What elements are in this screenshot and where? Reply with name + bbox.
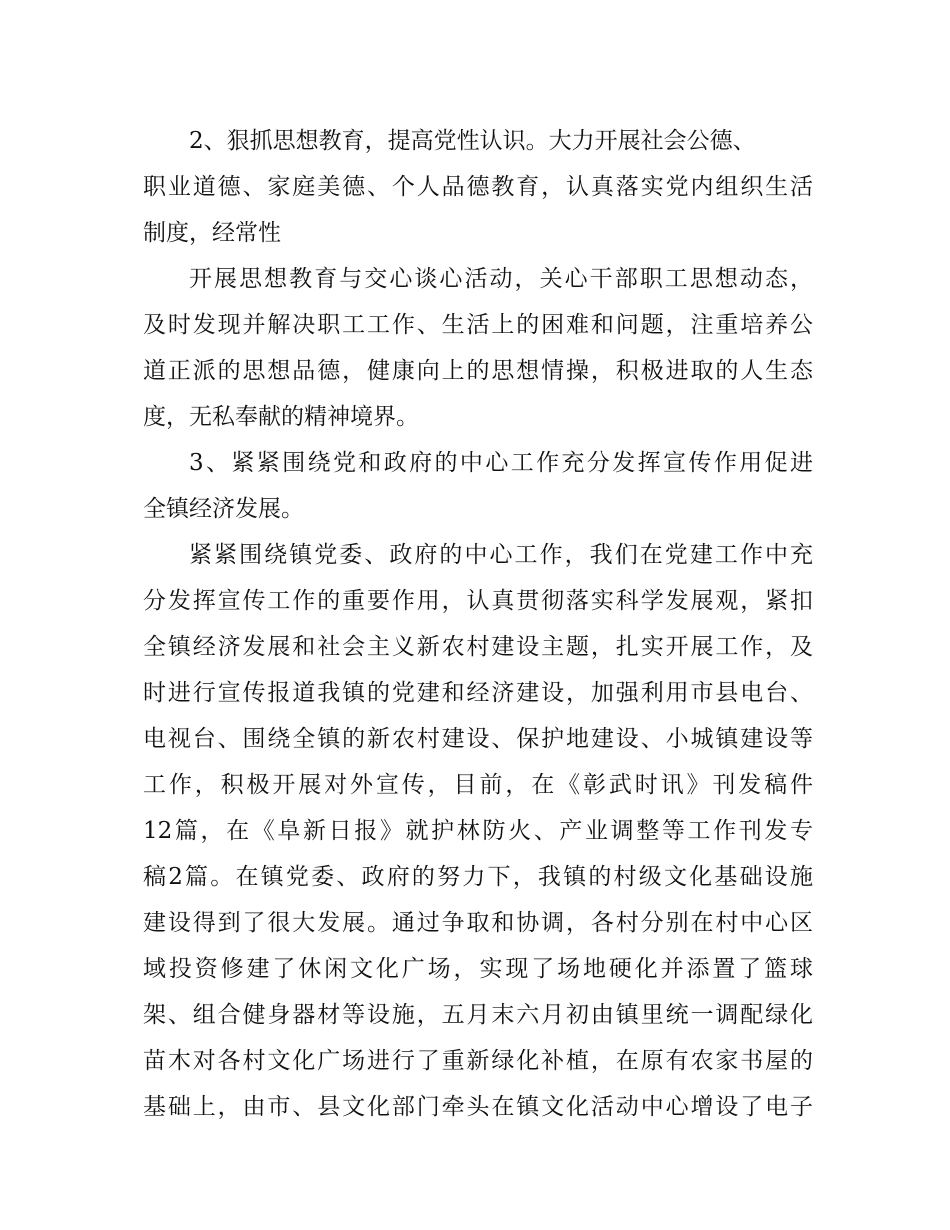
paragraph-line: 建设得到了很大发展。通过争取和协调，各村分别在村中心区 [143,910,813,936]
paragraph-line: 制度，经常性 [143,220,281,246]
paragraph-line: 工作，积极开展对外宣传，目前，在《彰武时讯》刊发稿件 [143,772,813,798]
paragraph-line: 苗木对各村文化广场进行了重新绿化补植，在原有农家书屋的 [143,1048,813,1074]
paragraph-line: 域投资修建了休闲文化广场，实现了场地硬化并添置了篮球 [143,956,813,982]
body-text [143,118,813,1130]
paragraph-line: 电视台、围绕全镇的新农村建设、保护地建设、小城镇建设等 [143,726,813,752]
paragraph-line: 分发挥宣传工作的重要作用，认真贯彻落实科学发展观，紧扣 [143,588,813,614]
paragraph-line: 全镇经济发展。 [143,496,304,522]
paragraph-line: 及时发现并解决职工工作、生活上的困难和问题，注重培养公 [143,312,813,338]
paragraph-line: 道正派的思想品德，健康向上的思想情操，积极进取的人生态 [143,358,813,384]
paragraph-line: 时进行宣传报道我镇的党建和经济建设，加强利用市县电台、 [143,680,813,706]
paragraph-line: 度，无私奉献的精神境界。 [143,404,419,430]
paragraph-line: 2、狠抓思想教育，提高党性认识。大力开展社会公德、 [189,128,756,154]
paragraph-line: 架、组合健身器材等设施，五月末六月初由镇里统一调配绿化 [143,1002,813,1028]
paragraph-line: 全镇经济发展和社会主义新农村建设主题，扎实开展工作，及 [143,634,813,660]
paragraph-line: 开展思想教育与交心谈心活动，关心干部职工思想动态， [189,266,813,292]
paragraph-line: 12篇，在《阜新日报》就护林防火、产业调整等工作刊发专 [143,818,813,844]
paragraph-line: 紧紧围绕镇党委、政府的中心工作，我们在党建工作中充 [189,542,813,568]
paragraph-line: 稿2篇。在镇党委、政府的努力下，我镇的村级文化基础设施 [143,864,813,890]
paragraph-line: 基础上，由市、县文化部门牵头在镇文化活动中心增设了电子 [143,1094,813,1120]
paragraph-line: 职业道德、家庭美德、个人品德教育，认真落实党内组织生活 [143,174,813,200]
paragraph-line: 3、紧紧围绕党和政府的中心工作充分发挥宣传作用促进 [189,450,813,476]
